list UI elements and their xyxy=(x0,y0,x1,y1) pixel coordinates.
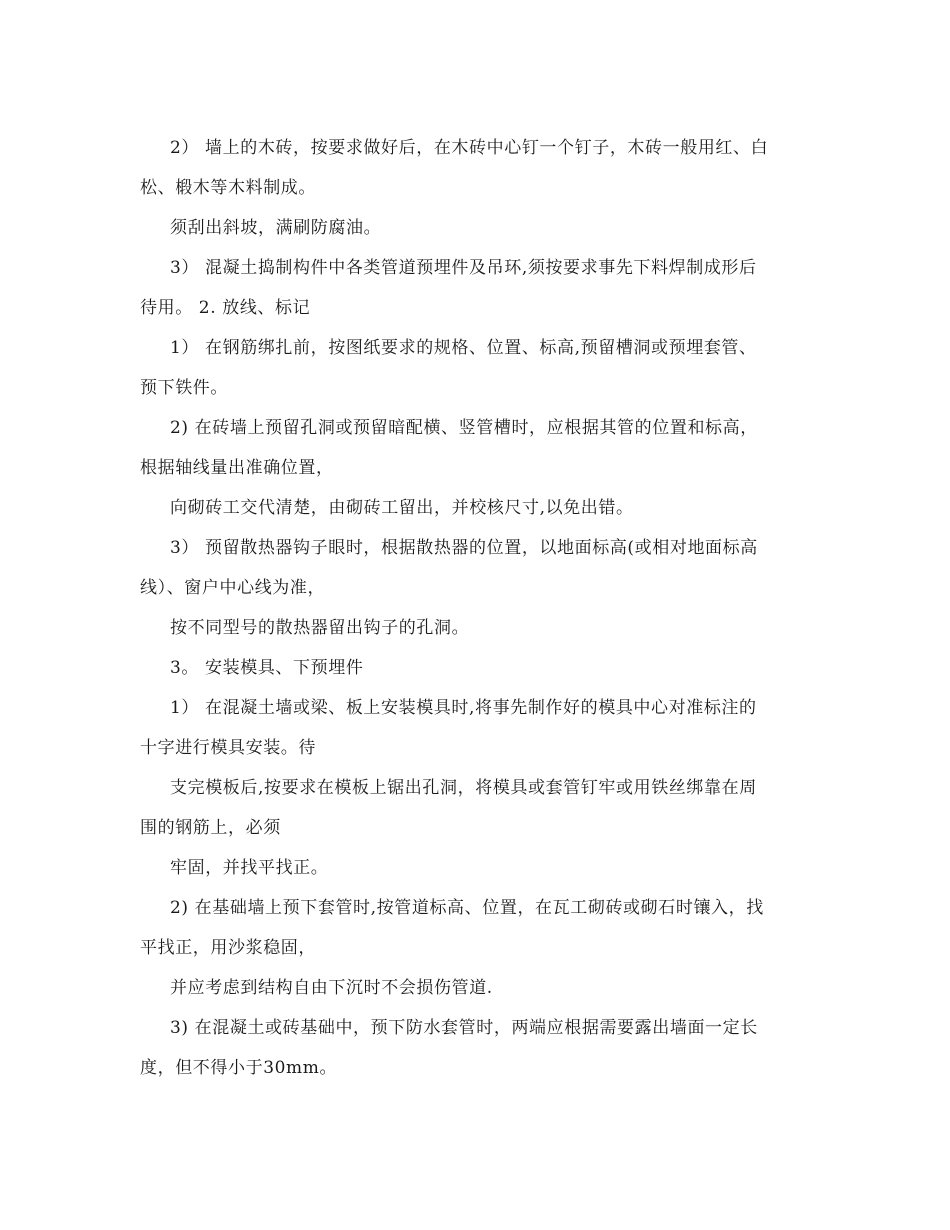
text-line: 3。 安装模具、下预埋件 xyxy=(170,658,364,678)
paragraph-wood-brick xyxy=(140,128,808,208)
section-heading-install-molds xyxy=(140,648,808,688)
text-line: 2) 在砖墙上预留孔洞或预留暗配横、竖管槽时，应根据其管的位置和标高， xyxy=(170,418,758,438)
text-line: 支完模板后,按要求在模板上锯出孔洞，将模具或套管钉牢或用铁丝绑靠在周 xyxy=(170,778,757,798)
text-line: 预下铁件。 xyxy=(140,378,228,398)
document-body xyxy=(140,128,808,1088)
paragraph-formwork xyxy=(140,768,808,848)
text-line: 向砌砖工交代清楚，由砌砖工留出，并校核尺寸,以免出错。 xyxy=(170,498,634,518)
paragraph-slope xyxy=(140,208,808,248)
paragraph-radiator-hooks xyxy=(140,528,808,608)
text-line: 1） 在钢筋绑扎前，按图纸要求的规格、位置、标高,预留槽洞或预埋套管、 xyxy=(170,338,757,358)
text-line: 待用。 2. 放线、标记 xyxy=(140,298,311,318)
text-line: 围的钢筋上，必须 xyxy=(140,818,281,838)
text-line: 线）、窗户中心线为准， xyxy=(140,578,326,598)
text-line: 度，但不得小于30mm。 xyxy=(140,1058,338,1078)
text-line: 十字进行模具安装。待 xyxy=(140,738,316,758)
paragraph-bricklayer xyxy=(140,488,808,528)
text-line: 须刮出斜坡，满刷防腐油。 xyxy=(170,218,382,238)
paragraph-mold-install xyxy=(140,688,808,768)
text-line: 牢固，并找平找正。 xyxy=(170,858,329,878)
paragraph-brick-wall-holes xyxy=(140,408,808,488)
text-line: 2） 墙上的木砖，按要求做好后，在木砖中心钉一个钉子，木砖一般用红、白 xyxy=(170,138,769,158)
text-line: 平找正，用沙浆稳固， xyxy=(140,938,316,958)
paragraph-settlement xyxy=(140,968,808,1008)
text-line: 按不同型号的散热器留出钩子的孔洞。 xyxy=(170,618,470,638)
text-line: 松、椴木等木料制成。 xyxy=(140,178,316,198)
paragraph-embedded-parts xyxy=(140,248,808,328)
text-line: 2) 在基础墙上预下套管时,按管道标高、位置，在瓦工砌砖或砌石时镶入，找 xyxy=(170,898,764,918)
paragraph-foundation-sleeve xyxy=(140,888,808,968)
text-line: 并应考虑到结构自由下沉时不会损伤管道. xyxy=(170,978,493,998)
text-line: 3) 在混凝土或砖基础中，预下防水套管时，两端应根据需要露出墙面一定长 xyxy=(170,1018,758,1038)
paragraph-radiator-types xyxy=(140,608,808,648)
paragraph-rebar xyxy=(140,328,808,408)
paragraph-secure xyxy=(140,848,808,888)
text-line: 根据轴线量出准确位置， xyxy=(140,458,334,478)
text-line: 3） 混凝土捣制构件中各类管道预埋件及吊环,须按要求事先下料焊制成形后 xyxy=(170,258,757,278)
paragraph-waterproof-sleeve xyxy=(140,1008,808,1088)
text-line: 3） 预留散热器钩子眼时，根据散热器的位置，以地面标高(或相对地面标高 xyxy=(170,538,758,558)
text-line: 1） 在混凝土墙或梁、板上安装模具时,将事先制作好的模具中心对准标注的 xyxy=(170,698,757,718)
